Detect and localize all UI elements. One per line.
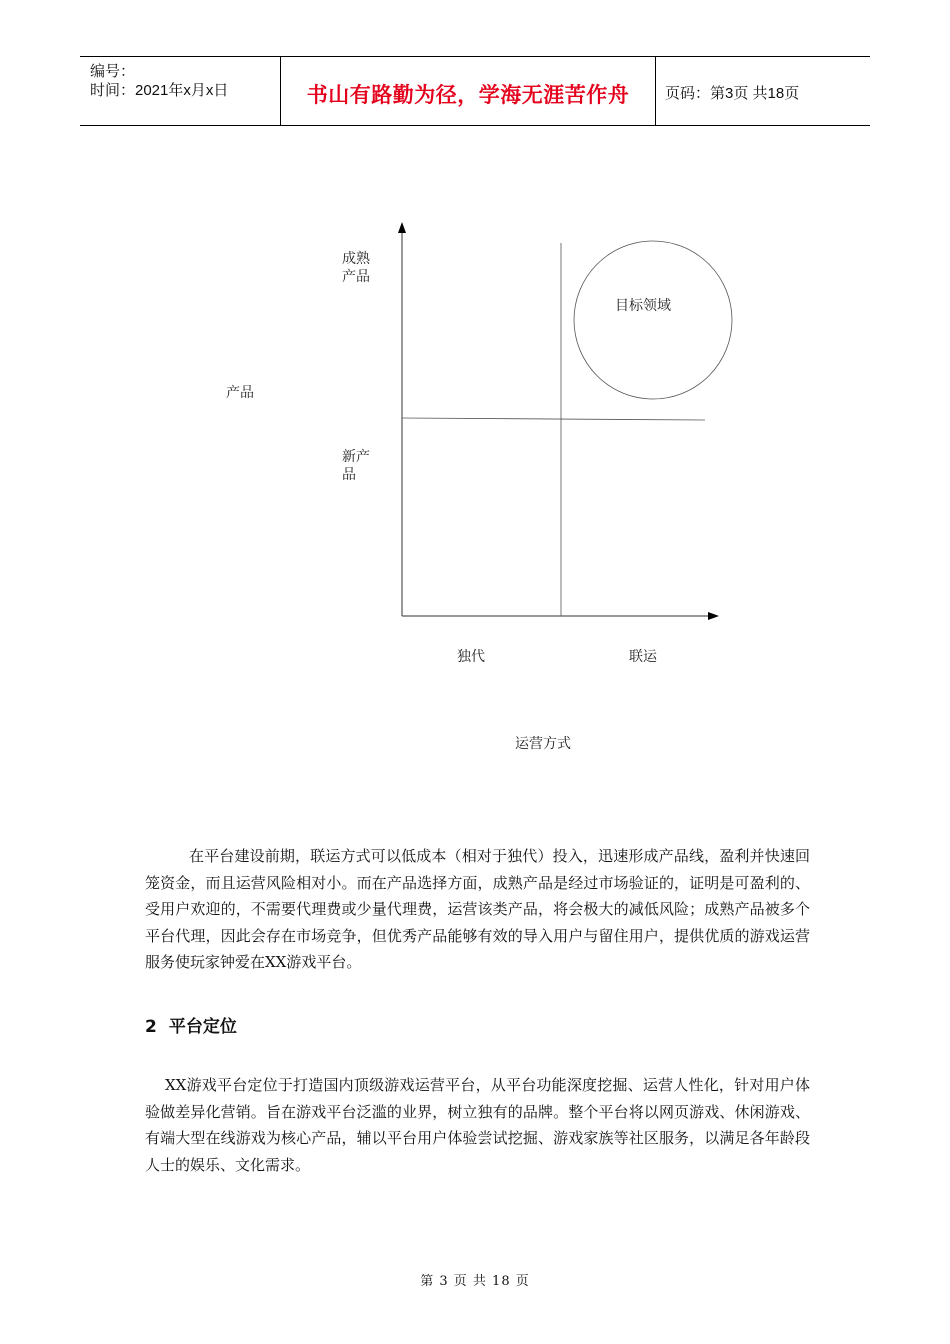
number-label: 编号： (90, 63, 136, 80)
section-number: 2 (145, 1017, 157, 1037)
section-title: 平台定位 (168, 1017, 237, 1037)
x-axis-title: 运营方式 (515, 736, 571, 752)
target-area-label: 目标领域 (615, 298, 671, 314)
motto: 书山有路勤为径，学海无涯苦作舟 (306, 83, 630, 107)
y-axis-title: 产品 (226, 385, 254, 401)
target-area-circle (574, 241, 732, 399)
x-right-label: 联运 (629, 649, 657, 665)
y-axis-arrow-icon (398, 222, 406, 233)
x-axis-arrow-icon (708, 612, 719, 620)
x-left-label: 独代 (457, 649, 485, 665)
paragraph-platform-positioning: XX游戏平台定位于打造国内顶级游戏运营平台，从平台功能深度挖掘、运营人性化，针对用户体验做差异化营销。旨在游戏平台泛滥的业界，树立独有的品牌。整个平台将以网页游戏、休闲游戏、有端大型在线游戏为核心产品，辅以平台用户体验尝试挖掘、游戏家族等社区服务，以满足各年龄段人士的娱乐、文化需求。 (145, 1076, 810, 1174)
y-bottom-label: 新产品 (342, 449, 370, 483)
section-heading (145, 1012, 237, 1037)
paragraph-operation-strategy: 在平台建设前期，联运方式可以低成本（相对于独代）投入，迅速形成产品线，盈利并快速回笼资金，而且运营风险相对小。而在产品选择方面，成熟产品是经过市场验证的，证明是可盈利的、受用户欢迎的，不需要代理费或少量代理费，运营该类产品，将会极大的减低风险；成熟产品被多个平台代理，因此会存在市场竞争，但优秀产品能够有效的导入用户与留住用户，提供优质的游戏运营服务使玩家钟爱在XX游戏平台。 (145, 847, 810, 971)
time-label: 时间：2021年x月x日 (90, 82, 229, 99)
page-info: 页码：第3页 共18页 (665, 85, 800, 102)
page-footer: 第 3 页 共 18 页 (420, 1274, 530, 1289)
y-top-label: 成熟产品 (342, 251, 370, 285)
horizontal-divider (402, 418, 705, 420)
